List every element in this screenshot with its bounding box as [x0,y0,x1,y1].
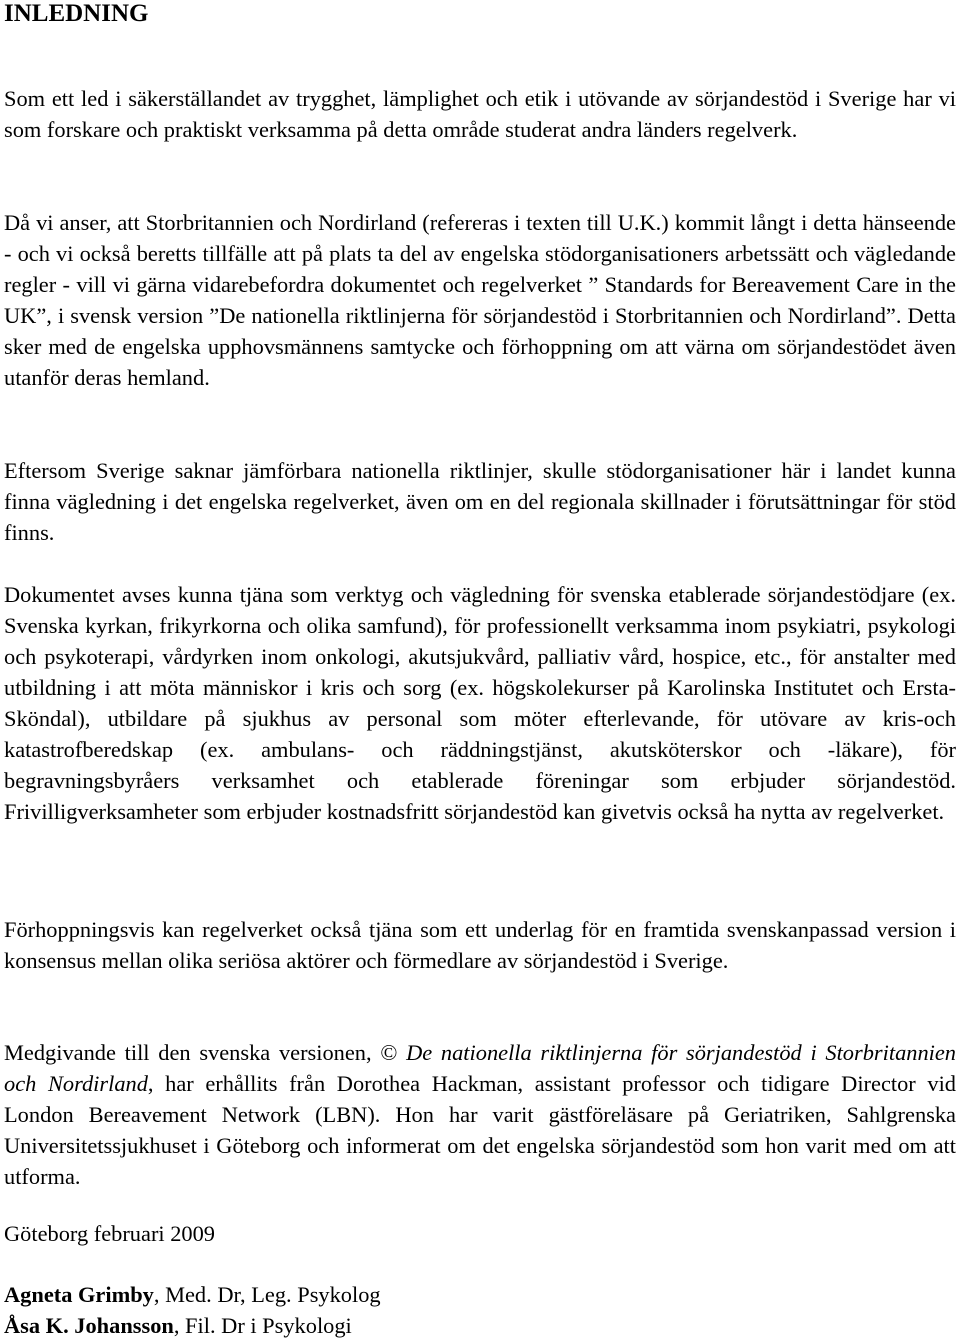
author-title: , Fil. Dr i Psykologi [173,1313,352,1338]
paragraph-uk-standards: Då vi anser, att Storbritannien och Nordirland (refereras i texten till U.K.) kommit långt i detta hänseende - och vi också beretts tillfälle att på plats ta del av engelska stödorganisationers arbetssätt och vägledande regler - vill vi gärna vidarebefordra dokumentet och regelverket ” Standards for Bereavement Care in the UK”, i svensk version ”De nationella riktlinjerna för sörjandestöd i Storbritannien och Nordirland”. Detta sker med de engelska upphovsmännens samtycke och förhoppning om att värna om sörjandestödet även utanför deras hemland. [4,210,956,390]
author-name: Åsa K. Johansson [4,1313,174,1338]
paragraph-permission [4,1037,956,1192]
paragraph-target-audience: Dokumentet avses kunna tjäna som verktyg och vägledning för svenska etablerade sörjandestödjare (ex. Svenska kyrkan, frikyrkorna och olika samfund), för professionellt verksamma inom psykiatri, psykologi och psykoterapi, vårdyrken inom onkologi, akutsjukvård, palliativ vård, hospice, etc., för anstalter med utbildning i att möta människor i kris och sorg (ex. högskolekurser på Karolinska Institutet och Ersta-Sköndal), utbildare på sjukhus av personal som möter efterlevande, för utövare av kris-och katastrofberedskap (ex. ambulans- och räddningstjänst, akutsköterskor och -läkare), för begravningsbyråers verksamhet och etablerade föreningar som erbjuder sörjandestöd. Frivilligverksamheter som erbjuder kostnadsfritt sörjandestöd kan givetvis också ha nytta av regelverket. [4,582,956,824]
document-title: De nationella riktlinjerna för sörjandestöd i Storbritannien och Nordirland [4,1040,957,1096]
paragraph-intro: Som ett led i säkerställandet av trygghet, lämplighet och etik i utövande av sörjandestöd i Sverige har vi som forskare och praktiskt verksamma på detta område studerat andra länders regelverk. [4,86,956,142]
author-line-2 [4,1310,956,1341]
author-name: Agneta Grimby [4,1282,154,1307]
section-heading: INLEDNING [4,0,149,27]
permission-rest: , har erhållits från Dorothea Hackman, assistant professor och tidigare Director vid London Bereavement Network (LBN). Hon har varit gästföreläsare på Geriatriken, Sahlgrenska Universitetssjukhuset i Göteborg och informerat om det engelska sörjandestöd som hon varit med om att utforma. [4,1071,956,1189]
paragraph-sweden-guidelines: Eftersom Sverige saknar jämförbara nationella riktlinjer, skulle stödorganisationer här i landet kunna finna vägledning i det engelska regelverket, även om en del regionala skillnader i förutsättningar för stöd finns. [4,458,956,545]
copyright-symbol: © [380,1040,398,1065]
place-date: Göteborg februari 2009 [4,1221,215,1246]
author-title: , Med. Dr, Leg. Psykolog [153,1282,381,1307]
permission-lead: Medgivande till den svenska versionen, [4,1040,381,1065]
author-line-1 [4,1279,956,1310]
paragraph-future-version: Förhoppningsvis kan regelverket också tjäna som ett underlag för en framtida svenskanpassad version i konsensus mellan olika seriösa aktörer och förmedlare av sörjandestöd i Sverige. [4,917,956,973]
